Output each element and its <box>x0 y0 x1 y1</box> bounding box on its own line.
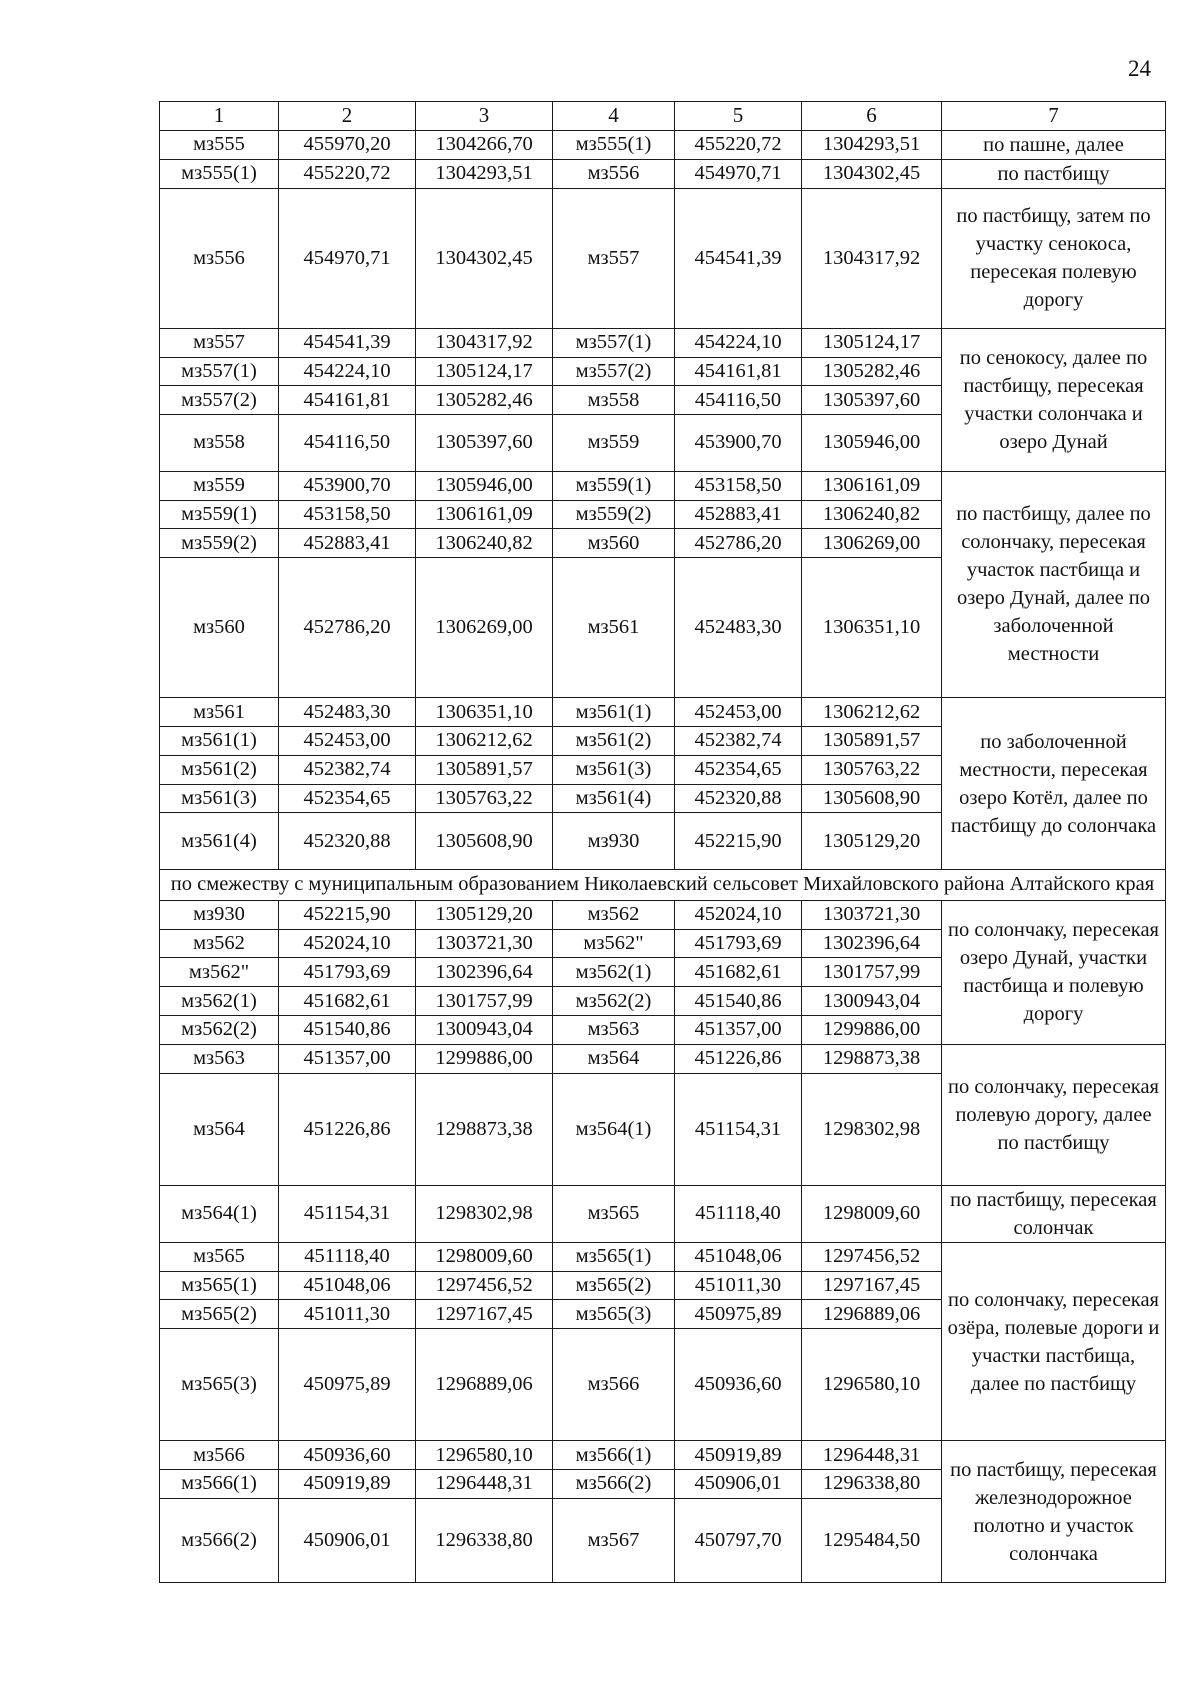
coordinate-cell: 1304293,51 <box>802 130 942 159</box>
coordinate-cell: 451682,61 <box>279 987 416 1016</box>
coordinate-cell: 1306351,10 <box>802 558 942 698</box>
coordinate-cell: 1305891,57 <box>416 755 553 784</box>
point-id-cell: мз559(2) <box>553 500 675 529</box>
coordinate-cell: 453158,50 <box>279 500 416 529</box>
coordinate-cell: 451011,30 <box>675 1271 802 1300</box>
coordinate-cell: 1305282,46 <box>416 386 553 415</box>
coordinate-cell: 454541,39 <box>675 188 802 328</box>
coordinate-cell: 1296580,10 <box>416 1441 553 1470</box>
point-id-cell: мз556 <box>553 159 675 188</box>
coordinate-cell: 452354,65 <box>675 755 802 784</box>
coordinate-cell: 453900,70 <box>675 415 802 472</box>
point-id-cell: мз563 <box>160 1044 279 1073</box>
coordinate-cell: 454970,71 <box>675 159 802 188</box>
boundary-description-cell: по пашне, далее <box>942 130 1166 159</box>
point-id-cell: мз559 <box>553 415 675 472</box>
page-number: 24 <box>1128 56 1151 81</box>
point-id-cell: мз565(2) <box>160 1300 279 1329</box>
column-header: 3 <box>416 102 553 131</box>
coordinate-cell: 1306212,62 <box>802 698 942 727</box>
coordinate-cell: 451011,30 <box>279 1300 416 1329</box>
coordinate-cell: 451357,00 <box>675 1015 802 1044</box>
column-header: 7 <box>942 102 1166 131</box>
coordinate-cell: 1299886,00 <box>802 1015 942 1044</box>
coordinate-cell: 1306240,82 <box>802 500 942 529</box>
boundary-description-cell: по солончаку, пересекая полевую дорогу, далее по пастбищу <box>942 1044 1166 1185</box>
coordinate-cell: 1305946,00 <box>802 415 942 472</box>
coordinate-cell: 452215,90 <box>279 900 416 929</box>
point-id-cell: мз562" <box>160 958 279 987</box>
column-header: 4 <box>553 102 675 131</box>
coordinate-cell: 1306240,82 <box>416 529 553 558</box>
coordinate-cell: 450919,89 <box>279 1470 416 1499</box>
coordinate-cell: 452453,00 <box>675 698 802 727</box>
column-header: 2 <box>279 102 416 131</box>
point-id-cell: мз560 <box>160 558 279 698</box>
point-id-cell: мз557 <box>553 188 675 328</box>
point-id-cell: мз561(1) <box>160 726 279 755</box>
coordinate-cell: 455970,20 <box>279 130 416 159</box>
coordinate-cell: 451540,86 <box>279 1015 416 1044</box>
column-header: 1 <box>160 102 279 131</box>
point-id-cell: мз565(3) <box>160 1329 279 1441</box>
point-id-cell: мз561(2) <box>160 755 279 784</box>
coordinate-cell: 455220,72 <box>675 130 802 159</box>
coordinate-cell: 451540,86 <box>675 987 802 1016</box>
coordinate-cell: 454161,81 <box>279 386 416 415</box>
point-id-cell: мз557(2) <box>160 386 279 415</box>
point-id-cell: мз561(2) <box>553 726 675 755</box>
column-header: 6 <box>802 102 942 131</box>
coordinate-cell: 450906,01 <box>675 1470 802 1499</box>
point-id-cell: мз561 <box>160 698 279 727</box>
point-id-cell: мз566(2) <box>160 1498 279 1582</box>
header-row <box>160 102 1166 131</box>
section-banner-row <box>160 869 1166 900</box>
point-id-cell: мз557 <box>160 328 279 357</box>
coordinate-cell: 1298009,60 <box>416 1242 553 1271</box>
point-id-cell: мз566(2) <box>553 1470 675 1499</box>
coordinate-cell: 1297456,52 <box>802 1242 942 1271</box>
coordinate-cell: 453158,50 <box>675 471 802 500</box>
coordinate-cell: 1304317,92 <box>802 188 942 328</box>
point-id-cell: мз561(3) <box>160 784 279 813</box>
coordinate-cell: 1296889,06 <box>802 1300 942 1329</box>
coordinate-cell: 1305129,20 <box>802 813 942 870</box>
coordinate-cell: 1300943,04 <box>802 987 942 1016</box>
boundary-description-cell: по пастбищу, пересекая солончак <box>942 1185 1166 1242</box>
coordinate-cell: 451226,86 <box>279 1073 416 1185</box>
coordinate-cell: 1304293,51 <box>416 159 553 188</box>
coordinate-cell: 452024,10 <box>675 900 802 929</box>
point-id-cell: мз562 <box>160 929 279 958</box>
coordinate-cell: 1301757,99 <box>802 958 942 987</box>
point-id-cell: мз561(4) <box>160 813 279 870</box>
point-id-cell: мз562" <box>553 929 675 958</box>
point-id-cell: мз559(1) <box>160 500 279 529</box>
coordinate-cell: 451118,40 <box>675 1185 802 1242</box>
coordinate-cell: 451154,31 <box>279 1185 416 1242</box>
coordinate-cell: 1306161,09 <box>416 500 553 529</box>
point-id-cell: мз565(2) <box>553 1271 675 1300</box>
coordinate-cell: 452483,30 <box>279 698 416 727</box>
table-row <box>160 900 1166 929</box>
coordinate-cell: 452786,20 <box>279 558 416 698</box>
coordinate-cell: 453900,70 <box>279 471 416 500</box>
coordinate-cell: 452382,74 <box>675 726 802 755</box>
point-id-cell: мз566 <box>553 1329 675 1441</box>
coordinate-cell: 1305397,60 <box>416 415 553 472</box>
coordinate-cell: 1303721,30 <box>802 900 942 929</box>
coordinate-cell: 452883,41 <box>279 529 416 558</box>
coordinate-cell: 454116,50 <box>279 415 416 472</box>
coordinate-cell: 1298009,60 <box>802 1185 942 1242</box>
boundary-description-cell: по пастбищу <box>942 159 1166 188</box>
boundary-description-cell: по солончаку, пересекая озеро Дунай, участки пастбища и полевую дорогу <box>942 900 1166 1044</box>
coordinate-cell: 451048,06 <box>675 1242 802 1271</box>
column-header: 5 <box>675 102 802 131</box>
point-id-cell: мз556 <box>160 188 279 328</box>
coordinate-cell: 451154,31 <box>675 1073 802 1185</box>
coordinate-cell: 1302396,64 <box>416 958 553 987</box>
coordinate-cell: 452354,65 <box>279 784 416 813</box>
coordinate-cell: 451118,40 <box>279 1242 416 1271</box>
coordinate-cell: 450797,70 <box>675 1498 802 1582</box>
point-id-cell: мз565(1) <box>553 1242 675 1271</box>
coordinate-cell: 1305124,17 <box>416 357 553 386</box>
point-id-cell: мз557(1) <box>553 328 675 357</box>
coordinate-cell: 454541,39 <box>279 328 416 357</box>
point-id-cell: мз559 <box>160 471 279 500</box>
coordinate-cell: 452382,74 <box>279 755 416 784</box>
table-row <box>160 130 1166 159</box>
point-id-cell: мз562 <box>553 900 675 929</box>
coordinate-cell: 1305763,22 <box>416 784 553 813</box>
coordinate-cell: 1296338,80 <box>416 1498 553 1582</box>
coordinate-cell: 1296580,10 <box>802 1329 942 1441</box>
point-id-cell: мз555(1) <box>553 130 675 159</box>
coordinate-cell: 452215,90 <box>675 813 802 870</box>
section-banner: по смежеству с муниципальным образованием Николаевский сельсовет Михайловского района Алтайского края <box>160 869 1166 900</box>
boundary-description-cell: по пастбищу, далее по солончаку, пересекая участок пастбища и озеро Дунай, далее по заболоченной местности <box>942 471 1166 697</box>
coordinate-cell: 454224,10 <box>675 328 802 357</box>
boundary-table <box>159 101 1166 1583</box>
point-id-cell: мз558 <box>160 415 279 472</box>
coordinate-cell: 1305397,60 <box>802 386 942 415</box>
coordinate-cell: 454224,10 <box>279 357 416 386</box>
table-row <box>160 328 1166 357</box>
point-id-cell: мз930 <box>553 813 675 870</box>
coordinate-cell: 1304302,45 <box>802 159 942 188</box>
coordinate-cell: 452786,20 <box>675 529 802 558</box>
coordinate-cell: 452320,88 <box>279 813 416 870</box>
coordinate-cell: 452320,88 <box>675 784 802 813</box>
point-id-cell: мз565(3) <box>553 1300 675 1329</box>
point-id-cell: мз567 <box>553 1498 675 1582</box>
coordinate-cell: 451793,69 <box>675 929 802 958</box>
table-row <box>160 159 1166 188</box>
coordinate-cell: 1298873,38 <box>416 1073 553 1185</box>
point-id-cell: мз563 <box>553 1015 675 1044</box>
coordinate-cell: 1300943,04 <box>416 1015 553 1044</box>
coordinate-cell: 1297456,52 <box>416 1271 553 1300</box>
point-id-cell: мз565(1) <box>160 1271 279 1300</box>
coordinate-cell: 1305763,22 <box>802 755 942 784</box>
coordinate-cell: 1306269,00 <box>802 529 942 558</box>
coordinate-cell: 454116,50 <box>675 386 802 415</box>
coordinate-cell: 450906,01 <box>279 1498 416 1582</box>
point-id-cell: мз561 <box>553 558 675 698</box>
point-id-cell: мз930 <box>160 900 279 929</box>
coordinate-cell: 450936,60 <box>279 1441 416 1470</box>
coordinate-cell: 1304317,92 <box>416 328 553 357</box>
coordinate-cell: 452453,00 <box>279 726 416 755</box>
coordinate-cell: 450975,89 <box>675 1300 802 1329</box>
point-id-cell: мз560 <box>553 529 675 558</box>
coordinate-cell: 1298873,38 <box>802 1044 942 1073</box>
point-id-cell: мз561(1) <box>553 698 675 727</box>
coordinate-cell: 451793,69 <box>279 958 416 987</box>
point-id-cell: мз565 <box>160 1242 279 1271</box>
coordinate-cell: 1302396,64 <box>802 929 942 958</box>
coordinate-cell: 1299886,00 <box>416 1044 553 1073</box>
coordinate-cell: 450936,60 <box>675 1329 802 1441</box>
coordinate-cell: 1304266,70 <box>416 130 553 159</box>
table-row <box>160 1185 1166 1242</box>
coordinate-cell: 1298302,98 <box>416 1185 553 1242</box>
coordinate-cell: 1305946,00 <box>416 471 553 500</box>
point-id-cell: мз561(4) <box>553 784 675 813</box>
point-id-cell: мз557(2) <box>553 357 675 386</box>
coordinate-cell: 1305124,17 <box>802 328 942 357</box>
coordinate-cell: 1296889,06 <box>416 1329 553 1441</box>
coordinate-cell: 1306161,09 <box>802 471 942 500</box>
boundary-description-cell: по пастбищу, пересекая железнодорожное полотно и участок солончака <box>942 1441 1166 1583</box>
point-id-cell: мз557(1) <box>160 357 279 386</box>
coordinate-cell: 451226,86 <box>675 1044 802 1073</box>
coordinate-cell: 451048,06 <box>279 1271 416 1300</box>
boundary-description-cell: по солончаку, пересекая озёра, полевые дороги и участки пастбища, далее по пастбищу <box>942 1242 1166 1441</box>
coordinate-cell: 1306351,10 <box>416 698 553 727</box>
coordinate-cell: 1305891,57 <box>802 726 942 755</box>
coordinate-cell: 454970,71 <box>279 188 416 328</box>
coordinate-cell: 1296338,80 <box>802 1470 942 1499</box>
point-id-cell: мз566 <box>160 1441 279 1470</box>
point-id-cell: мз555 <box>160 130 279 159</box>
point-id-cell: мз566(1) <box>553 1441 675 1470</box>
coordinate-cell: 1301757,99 <box>416 987 553 1016</box>
coordinate-cell: 451357,00 <box>279 1044 416 1073</box>
coordinate-cell: 1295484,50 <box>802 1498 942 1582</box>
point-id-cell: мз565 <box>553 1185 675 1242</box>
boundary-description-cell: по заболоченной местности, пересекая озеро Котёл, далее по пастбищу до солончака <box>942 698 1166 870</box>
coordinate-cell: 450919,89 <box>675 1441 802 1470</box>
coordinate-cell: 450975,89 <box>279 1329 416 1441</box>
coordinate-cell: 1306212,62 <box>416 726 553 755</box>
coordinate-cell: 1305608,90 <box>416 813 553 870</box>
point-id-cell: мз562(1) <box>553 958 675 987</box>
coordinate-cell: 452024,10 <box>279 929 416 958</box>
point-id-cell: мз559(1) <box>553 471 675 500</box>
table-row <box>160 1441 1166 1470</box>
table-row <box>160 1044 1166 1073</box>
point-id-cell: мз564 <box>553 1044 675 1073</box>
coordinate-cell: 452883,41 <box>675 500 802 529</box>
point-id-cell: мз564(1) <box>160 1185 279 1242</box>
coordinate-cell: 1305608,90 <box>802 784 942 813</box>
point-id-cell: мз562(2) <box>160 1015 279 1044</box>
point-id-cell: мз564(1) <box>553 1073 675 1185</box>
table-row <box>160 698 1166 727</box>
coordinate-cell: 452483,30 <box>675 558 802 698</box>
point-id-cell: мз558 <box>553 386 675 415</box>
boundary-description-cell: по пастбищу, затем по участку сенокоса, пересекая полевую дорогу <box>942 188 1166 328</box>
table-row <box>160 188 1166 328</box>
coordinate-cell: 1298302,98 <box>802 1073 942 1185</box>
point-id-cell: мз562(2) <box>553 987 675 1016</box>
boundary-description-cell: по сенокосу, далее по пастбищу, пересекая участки солончака и озеро Дунай <box>942 328 1166 471</box>
point-id-cell: мз564 <box>160 1073 279 1185</box>
point-id-cell: мз561(3) <box>553 755 675 784</box>
point-id-cell: мз555(1) <box>160 159 279 188</box>
coordinate-cell: 1296448,31 <box>802 1441 942 1470</box>
coordinate-cell: 1297167,45 <box>416 1300 553 1329</box>
table-body <box>160 102 1166 1583</box>
coordinate-cell: 454161,81 <box>675 357 802 386</box>
table-row <box>160 471 1166 500</box>
point-id-cell: мз562(1) <box>160 987 279 1016</box>
coordinate-cell: 1304302,45 <box>416 188 553 328</box>
coordinate-cell: 451682,61 <box>675 958 802 987</box>
point-id-cell: мз559(2) <box>160 529 279 558</box>
coordinate-cell: 1303721,30 <box>416 929 553 958</box>
table-row <box>160 1242 1166 1271</box>
coordinate-cell: 1297167,45 <box>802 1271 942 1300</box>
point-id-cell: мз566(1) <box>160 1470 279 1499</box>
coordinate-cell: 1305129,20 <box>416 900 553 929</box>
coordinate-cell: 1305282,46 <box>802 357 942 386</box>
coordinate-cell: 1306269,00 <box>416 558 553 698</box>
coordinate-cell: 1296448,31 <box>416 1470 553 1499</box>
coordinate-cell: 455220,72 <box>279 159 416 188</box>
